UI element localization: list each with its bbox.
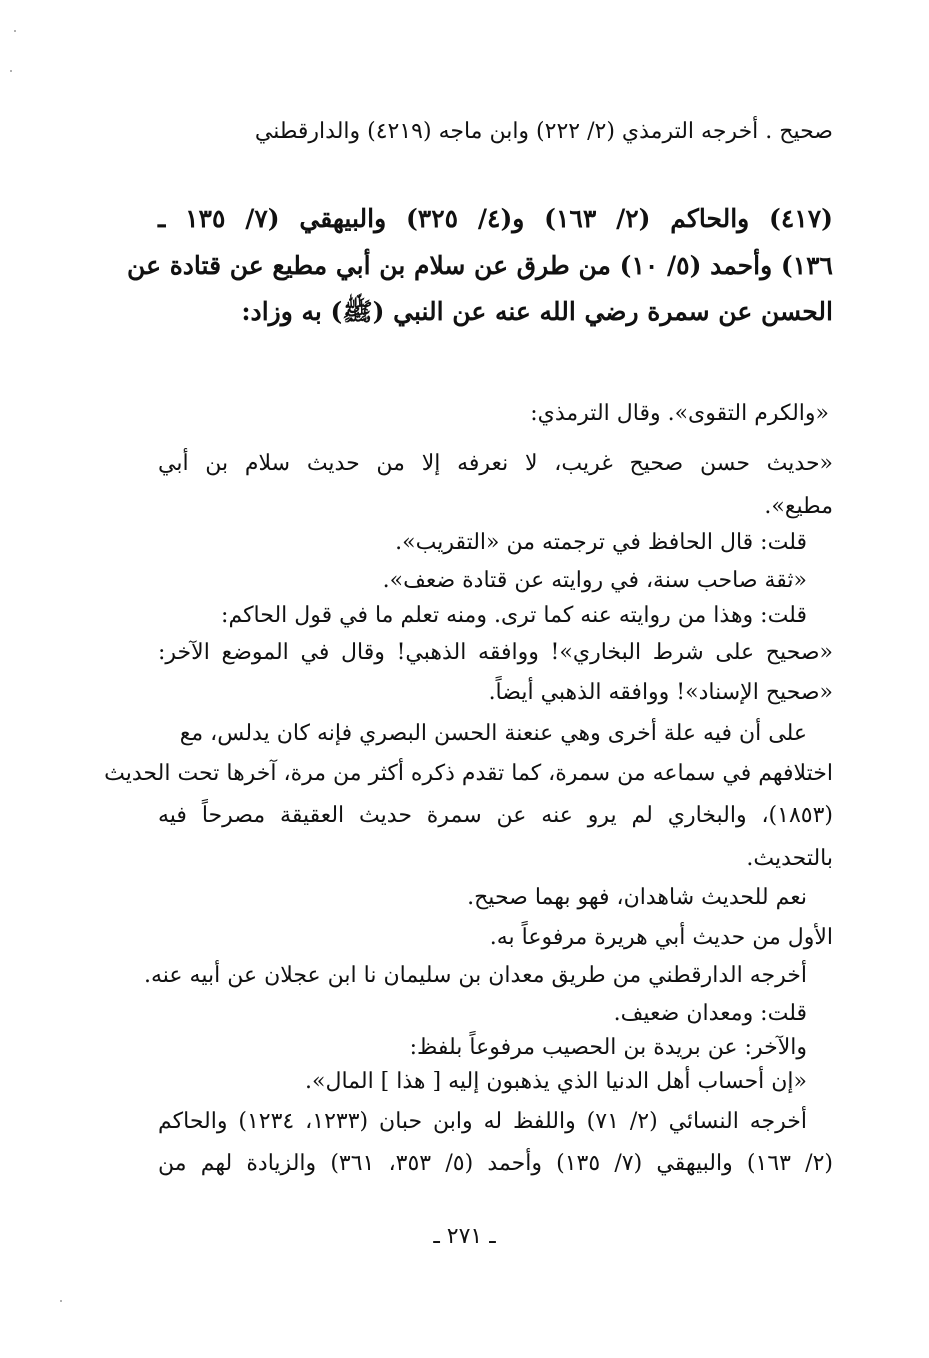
- scan-speck: [60, 1300, 62, 1302]
- text-line: «حديث حسن صحيح غريب، لا نعرفه إلا من حديث سلام بن أبي: [158, 451, 833, 476]
- text-line: «ثقة صاحب سنة، في روايته عن قتادة ضعف».: [382, 568, 807, 593]
- text-line: (١٨٥٣)، والبخاري لم يرو عنه عن سمرة حديث العقيقة مصرحاً فيه: [158, 803, 833, 828]
- text-line: اختلافهم في سماعه من سمرة، كما تقدم ذكره أكثر من مرة، آخرها تحت الحديث: [104, 761, 833, 786]
- text-line: «والكرم التقوى». وقال الترمذي:: [530, 401, 829, 426]
- text-line: قلت: وهذا من روايته عنه كما ترى. ومنه تعلم ما في قول الحاكم:: [221, 603, 807, 628]
- text-line: صحيح . أخرجه الترمذي (٢/ ٢٢٢) وابن ماجه (٤٢١٩) والدارقطني: [254, 119, 833, 144]
- text-line: مطيع».: [764, 494, 833, 519]
- text-line: نعم للحديث شاهدان، فهو بهما صحيح.: [467, 885, 807, 910]
- scan-speck: [14, 30, 16, 32]
- text-line: «صحيح على شرط البخاري»! ووافقه الذهبي! وقال في الموضع الآخر:: [158, 640, 833, 665]
- text-line: (٤١٧) والحاكم (٢/ ١٦٣) و(٤/ ٣٢٥) والبيهقي (٧/ ١٣٥ ـ: [158, 204, 833, 233]
- text-line: (٢/ ١٦٣) والبيهقي (٧/ ١٣٥) وأحمد (٥/ ٣٥٣، ٣٦١) والزيادة لهم من: [158, 1151, 833, 1176]
- text-line: «صحيح الإسناد»! ووافقه الذهبي أيضاً.: [488, 680, 833, 705]
- text-line: على أن فيه علة أخرى وهي عنعنة الحسن البصري فإنه كان يدلس، مع: [179, 721, 807, 746]
- text-line: قلت: ومعدان ضعيف.: [613, 1001, 807, 1026]
- text-line: بالتحديث.: [746, 846, 833, 871]
- text-line: ١٣٦) وأحمد (٥/ ١٠) من طرق عن سلام بن أبي مطيع عن قتادة عن: [127, 251, 833, 280]
- scan-speck: [10, 70, 12, 72]
- text-line: الأول من حديث أبي هريرة مرفوعاً به.: [489, 925, 833, 950]
- text-line: والآخر: عن بريدة بن الحصيب مرفوعاً بلفظ:: [409, 1035, 807, 1060]
- text-line: قلت: قال الحافظ في ترجمته من «التقريب».: [395, 530, 807, 555]
- page-number: ـ ٢٧١ ـ: [433, 1224, 496, 1249]
- text-line: الحسن عن سمرة رضي الله عنه عن النبي (ﷺ) به وزاد:: [241, 297, 833, 326]
- text-line: «إن أحساب أهل الدنيا الذي يذهبون إليه [ هذا ] المال».: [305, 1069, 807, 1094]
- text-line: أخرجه النسائي (٢/ ٧١) واللفظ له وابن حبان (١٢٣٣، ١٢٣٤) والحاكم: [158, 1109, 807, 1134]
- text-line: أخرجه الدارقطني من طريق معدان بن سليمان نا ابن عجلان عن أبيه عنه.: [144, 963, 807, 988]
